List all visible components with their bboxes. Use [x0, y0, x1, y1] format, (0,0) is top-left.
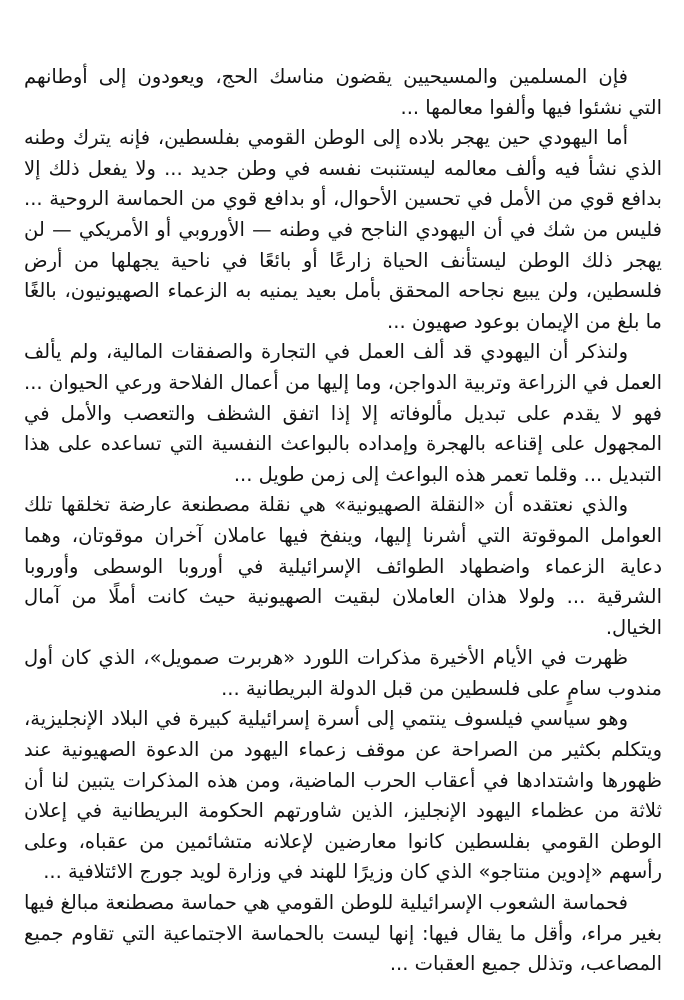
paragraph: أما اليهودي حين يهجر بلاده إلى الوطن القومي بفلسطين، فإنه يترك وطنه الذي نشأ فيه وألف معالمه ليستنبت نفسه في وطن جديد ... ولا يفعل ذلك إلا بدافع قوي من الأمل في تحسين الأحوال، أو بدافع قوي من الحماسة الروحية ... فليس من شك في أن اليهودي الناجح في وطنه — الأوروبي أو الأمريكي — لن يهجر ذلك الوطن ليستأنف الحياة زارعًا أو بائعًا في ناحية يجهلها من أرض فلسطين، ولن يبيع نجاحه المحقق بأمل بعيد يمنيه به الزعماء الصهيونيون، بالغًا ما بلغ من الإيمان بوعود صهيون ...: [24, 126, 662, 333]
paragraph: والذي نعتقده أن «النقلة الصهيونية» هي نقلة مصطنعة عارضة تخلقها تلك العوامل الموقوتة التي أشرنا إليها، وينفخ فيها عاملان آخران موقوتان، وهما دعاية الزعماء واضطهاد الطوائف الإسرائيلية في أوروبا الوسطى وأوروبا الشرقية ... ولولا هذان العاملان لبقيت الصهيونية حيث كانت أملًا من آمال الخيال.: [24, 493, 662, 639]
paragraph: وهو سياسي فيلسوف ينتمي إلى أسرة إسرائيلية كبيرة في البلاد الإنجليزية، ويتكلم بكثير من الصراحة عن موقف زعماء اليهود من الدعوة الصهيونية عند ظهورها واشتدادها في أعقاب الحرب الماضية، ومن هذه المذكرات يتبين لنا أن ثلاثة من عظماء اليهود الإنجليز، الذين شاورتهم الحكومة البريطانية في إعلان الوطن القومي بفلسطين كانوا معارضين لإعلانه متشائمين من عقباه، وعلى رأسهم «إدوين منتاجو» الذي كان وزيرًا للهند في وزارة لويد جورج الائتلافية ...: [24, 707, 662, 884]
paragraph: فإن المسلمين والمسيحيين يقضون مناسك الحج، ويعودون إلى أوطانهم التي نشئوا فيها وألفوا معالمها ...: [24, 65, 662, 119]
paragraph: ولنذكر أن اليهودي قد ألف العمل في التجارة والصفقات المالية، ولم يألف العمل في الزراعة وتربية الدواجن، وما إليها من أعمال الفلاحة ورعي الحيوان ... فهو لا يقدم على تبديل مألوفاته إلا إذا اتفق الشظف والتعصب والأمل في المجهول على إقناعه بالهجرة وإمداده بالبواعث النفسية التي تساعده على هذا التبديل ... وقلما تعمر هذه البواعث إلى زمن طويل ...: [24, 340, 662, 486]
document-page: [24, 62, 662, 980]
paragraph: فحماسة الشعوب الإسرائيلية للوطن القومي هي حماسة مصطنعة مبالغ فيها بغير مراء، وأقل ما يقال فيها: إنها ليست بالحماسة الاجتماعية التي تقاوم جميع المصاعب، وتذلل جميع العقبات ...: [24, 891, 662, 976]
paragraph: ظهرت في الأيام الأخيرة مذكرات اللورد «هربرت صمويل»، الذي كان أول مندوب سامٍ على فلسطين من قبل الدولة البريطانية ...: [24, 646, 662, 700]
